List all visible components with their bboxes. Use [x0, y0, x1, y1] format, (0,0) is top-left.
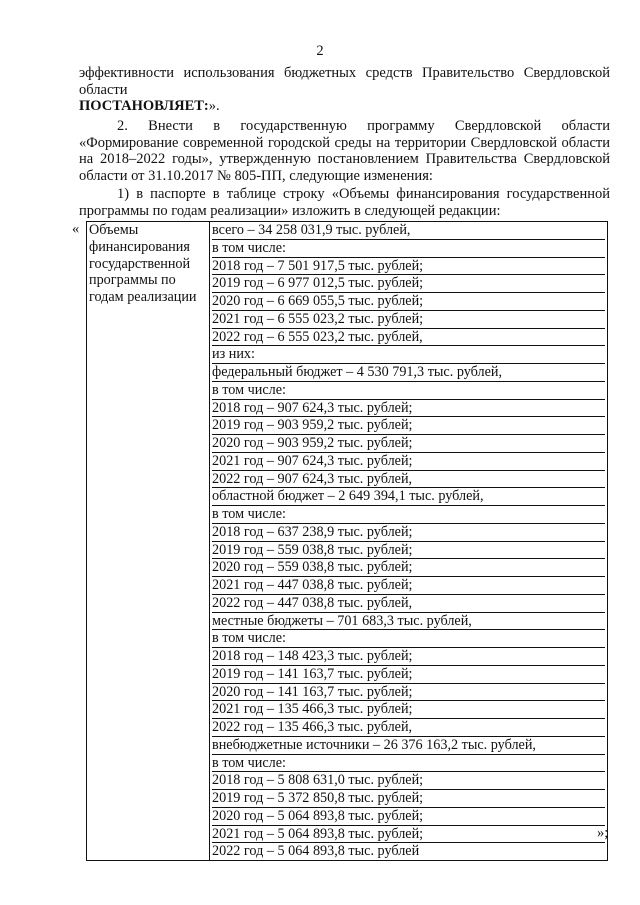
financing-line: 2018 год – 148 423,3 тыс. рублей;: [212, 648, 605, 666]
financing-line: из них:: [212, 346, 605, 364]
financing-line: внебюджетные источники – 26 376 163,2 тыс. рублей,: [212, 737, 605, 755]
financing-line: 2021 год – 907 624,3 тыс. рублей;: [212, 453, 605, 471]
financing-line: 2020 год – 903 959,2 тыс. рублей;: [212, 435, 605, 453]
financing-line: областной бюджет – 2 649 394,1 тыс. рублей,: [212, 488, 605, 506]
financing-table: [86, 221, 608, 861]
financing-line: 2019 год – 559 038,8 тыс. рублей;: [212, 542, 605, 560]
financing-line: 2022 год – 447 038,8 тыс. рублей,: [212, 595, 605, 613]
financing-line: местные бюджеты – 701 683,3 тыс. рублей,: [212, 613, 605, 631]
financing-line: 2021 год – 5 064 893,8 тыс. рублей;: [212, 826, 605, 844]
financing-line: в том числе:: [212, 755, 605, 773]
item-2-paragraph: 2. Внести в государственную программу Свердловской области «Формирование современной городской среды на территории Свердловской области на 2018–2022 годы», утвержденную постановлением Правительства Свердловской области от 31.10.2017 № 805-ПП, следующие изменения:: [79, 118, 610, 184]
financing-line: 2020 год – 6 669 055,5 тыс. рублей;: [212, 293, 605, 311]
resolves-tail: ».: [208, 98, 220, 114]
financing-line: в том числе:: [212, 382, 605, 400]
financing-line: в том числе:: [212, 506, 605, 524]
financing-line: 2018 год – 637 238,9 тыс. рублей;: [212, 524, 605, 542]
closing-quote: »;: [597, 825, 609, 841]
financing-line: 2022 год – 907 624,3 тыс. рублей,: [212, 471, 605, 489]
financing-line: 2022 год – 135 466,3 тыс. рублей,: [212, 719, 605, 737]
financing-line: 2018 год – 7 501 917,5 тыс. рублей;: [212, 258, 605, 276]
financing-line: 2019 год – 903 959,2 тыс. рублей;: [212, 417, 605, 435]
intro-paragraph: эффективности использования бюджетных средств Правительство Свердловской области: [79, 65, 610, 98]
financing-line: в том числе:: [212, 630, 605, 648]
item-1-paragraph: 1) в паспорте в таблице строку «Объемы финансирования государственной программы по годам реализации» изложить в следующей редакции:: [79, 186, 610, 219]
financing-line: 2019 год – 141 163,7 тыс. рублей;: [212, 666, 605, 684]
financing-line: 2019 год – 6 977 012,5 тыс. рублей;: [212, 275, 605, 293]
financing-line: 2019 год – 5 372 850,8 тыс. рублей;: [212, 790, 605, 808]
financing-line: 2022 год – 6 555 023,2 тыс. рублей,: [212, 329, 605, 347]
resolves-heading: [79, 98, 610, 115]
financing-line: 2021 год – 135 466,3 тыс. рублей;: [212, 701, 605, 719]
financing-line: федеральный бюджет – 4 530 791,3 тыс. рублей,: [212, 364, 605, 382]
financing-line: 2018 год – 907 624,3 тыс. рублей;: [212, 400, 605, 418]
financing-line: 2022 год – 5 064 893,8 тыс. рублей: [212, 843, 420, 860]
financing-line: 2020 год – 5 064 893,8 тыс. рублей;: [212, 808, 605, 826]
financing-line: 2021 год – 6 555 023,2 тыс. рублей;: [212, 311, 605, 329]
financing-line: в том числе:: [212, 240, 605, 258]
opening-quote: «: [72, 221, 80, 237]
financing-row: [87, 222, 608, 861]
financing-line: 2020 год – 559 038,8 тыс. рублей;: [212, 559, 605, 577]
financing-values-cell: [210, 222, 608, 861]
financing-line: 2021 год – 447 038,8 тыс. рублей;: [212, 577, 605, 595]
financing-line: 2020 год – 141 163,7 тыс. рублей;: [212, 684, 605, 702]
page-number: 2: [316, 43, 324, 59]
financing-line: 2018 год – 5 808 631,0 тыс. рублей;: [212, 772, 605, 790]
financing-label-cell: Объемы финансирования государственной программы по годам реализации: [87, 222, 210, 861]
financing-line: всего – 34 258 031,9 тыс. рублей,: [212, 222, 605, 240]
resolves-word: ПОСТАНОВЛЯЕТ:: [79, 98, 209, 114]
